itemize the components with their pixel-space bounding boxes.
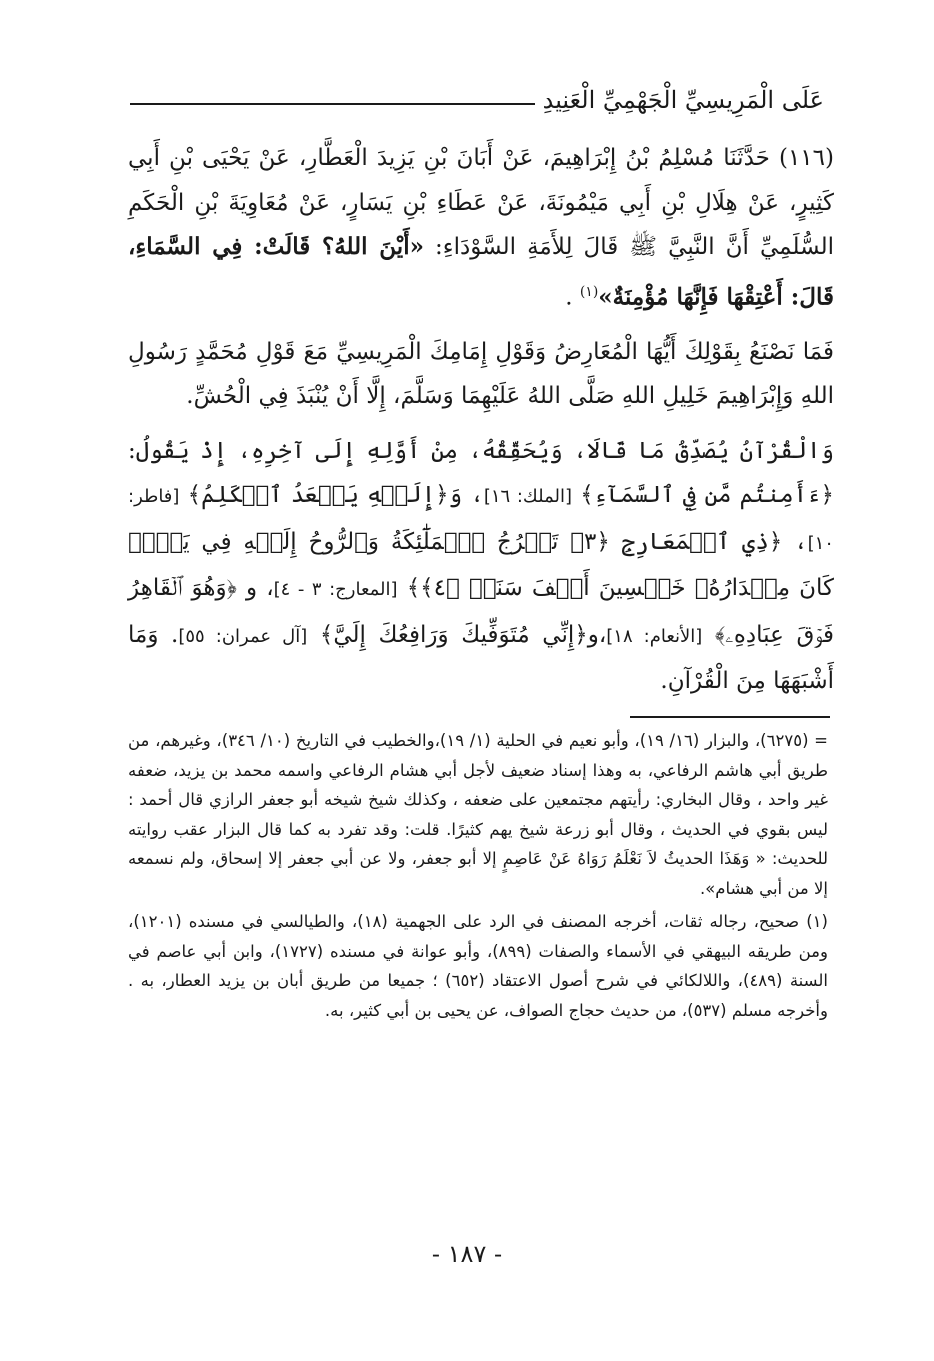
verse-1: ﴿ءَأَمِنتُم مَّن فِي ٱلسَّمَآءِ﴾ xyxy=(580,482,835,509)
hadith-chain: حَدَّثَنَا مُسْلِمُ بْنُ إِبْرَاهِيمَ، عَنْ أَبَانَ بْنِ يَزِيدَ الْعَطَّارِ، عَنْ يَحْيَى بْنِ أَبِي كَثِيرٍ، عَنْ هِلَالِ بْنِ أَبِي مَيْمُونَةَ، عَنْ عَطَاءِ بْنِ يَسَارٍ، عَنْ مُعَاوِيَةَ بْنِ الْحَكَمِ السُّلَمِيِّ أَنَّ النَّبِيَّ ﷺ قَالَ لِلأَمَةِ السَّوْدَاءِ: xyxy=(128,145,834,260)
connector-3: ، و xyxy=(236,575,274,602)
footnote-continuation: = (٦٢٧٥)، والبزار (١٦/ ١٩)، وأبو نعيم في الحلية (١/ ١٩)،والخطيب في التاريخ (١٠/ ٣٤٦)، وغيرهم، من طريق أبي هاشم الرفاعي، به وهذا إسناد ضعيف لأجل أبي هشام الرفاعي واسمه محمد بن يزيد، ضعفه غير واحد ، وقال البخاري: رأيتهم مجتمعين على ضعفه ، وكذلك شيخ شيخه أبو جعفر الرازي قال أحمد : ليس بقوي في الحديث ، وقال أبو زرعة شيخ يهم كثيرًا. قلت: وقد تفرد به كما قال البزار عقب روايته للحديث: « وَهَذَا الحديثُ لاَ نَعْلَمُ رَوَاهُ عَنْ عَاصِمٍ إلا أبو جعفر، ولا عن أبي جعفر إلا إسحاق، ولم نسمعه إلا من أبي هشام». xyxy=(128,731,828,898)
verse-3-ref: [المعارج: ٣ - ٤] xyxy=(273,579,398,601)
footnote-1: (١) صحيح، رجاله ثقات، أخرجه المصنف في الرد على الجهمية (١٨)، والطيالسي في مسنده (١٢٠١)، ومن طريقه البيهقي في الأسماء والصفات (٨٩٩)، وأبو عوانة في مسنده (١٧٢٧)، وابن أبي عاصم في السنة (٤٨٩)، واللالكائي في شرح أصول الاعتقاد (٦٥٢) ؛ جميعا من طريق أبان بن يزيد العطار، به . وأخرجه مسلم (٥٣٧)، من حديث حجاج الصواف، عن يحيى بن أبي كثير، به. xyxy=(128,912,828,1020)
verse-5-ref: [آل عمران: ٥٥] xyxy=(178,625,308,647)
main-text xyxy=(128,136,834,714)
hadith-number: (١١٦) xyxy=(778,145,834,171)
running-header xyxy=(130,80,824,120)
verse-1-ref: [الملك: ١٦] xyxy=(483,486,572,508)
verse-2-ref: [فاطر: ١٠] xyxy=(128,486,834,554)
hadith-paragraph: (١١٦) حَدَّثَنَا مُسْلِمُ بْنُ إِبْرَاهِيمَ، عَنْ أَبَانَ بْنِ يَزِيدَ الْعَطَّارِ، عَنْ يَحْيَى بْنِ أَبِي كَثِيرٍ، عَنْ هِلَالِ بْنِ أَبِي مَيْمُونَةَ، عَنْ عَطَاءِ بْنِ يَسَارٍ، عَنْ مُعَاوِيَةَ بْنِ الْحَكَمِ السُّلَمِيِّ أَنَّ النَّبِيَّ ﷺ قَالَ لِلأَمَةِ السَّوْدَاءِ: «أَيْنَ اللهُ؟ قَالَتْ: فِي السَّمَاءِ، قَالَ: أَعْتِقْهَا فَإِنَّهَا مُؤْمِنَةٌ»$^{(١)}$ . xyxy=(128,145,834,311)
header-title: عَلَى الْمَرِيسِيِّ الْجَهْمِيِّ الْعَنِيدِ xyxy=(542,86,824,114)
connector-2: ، xyxy=(782,528,808,555)
connector-1: ، وَ xyxy=(448,482,484,509)
footnotes xyxy=(128,726,828,1029)
footnote-marker: (١) xyxy=(579,283,599,300)
verse-2: ﴿إِلَيۡهِ يَصۡعَدُ ٱلۡكَلِمُ﴾ xyxy=(187,482,449,509)
commentary-text: فَمَا نَصْنَعُ بِقَوْلِكَ أَيُّهَا الْمُعَارِضُ وَقَوْلِ إِمَامِكَ الْمَرِيسِيِّ مَعَ قَوْلِ مُحَمَّدٍ رَسُولِ اللهِ وَإِبْرَاهِيمَ خَلِيلِ اللهِ صَلَّى اللهُ عَلَيْهِمَا وَسَلَّمَ، إِلَّا أَنْ يُنْبَذَ فِي الْحُشِّ. xyxy=(128,338,834,410)
quran-paragraph-end: . وَمَا أَشْبَهَهَا مِنَ الْقُرْآنِ. xyxy=(128,621,834,695)
connector-4: ،و xyxy=(587,621,607,648)
header-rule xyxy=(130,103,535,105)
page-number: - ١٨٧ - xyxy=(431,1240,503,1268)
quran-intro: وَالْقُرْآنُ يُصَدِّقُ مَا قَالَا، وَيُحَقِّقُهُ، مِنْ أَوَّلِهِ إِلَى آخِرِهِ، إِذْ يَقُولُ: xyxy=(128,437,834,464)
verse-3: ﴿ذِي ٱلۡمَعَارِجِ ﴿٣﴾ تَعۡرُجُ ٱلۡمَلَٰٓئِكَةُ وَٱلرُّوحُ إِلَيۡهِ فِي يَوۡمٖ كَانَ مِقۡدَارُهُۥ خَمۡسِينَ أَلۡفَ سَنَةٖ ﴿٤﴾﴾ xyxy=(128,528,835,602)
footnote-separator xyxy=(630,716,830,718)
quran-paragraph xyxy=(128,429,834,704)
verse-4-ref: [الأنعام: ١٨] xyxy=(606,625,703,647)
verse-4: ﴿وَهُوَ ٱلۡقَاهِرُ فَوۡقَ عِبَادِهِۦ﴾ xyxy=(128,575,834,648)
verse-5: ﴿إِنِّي مُتَوَفِّيكَ وَرَافِعُكَ إِلَيَّ﴾ xyxy=(319,621,588,648)
hadith-matn: «أَيْنَ اللهُ؟ قَالَتْ: فِي السَّمَاءِ، قَالَ: أَعْتِقْهَا فَإِنَّهَا مُؤْمِنَةٌ» xyxy=(128,233,834,311)
commentary-paragraph xyxy=(128,330,834,419)
